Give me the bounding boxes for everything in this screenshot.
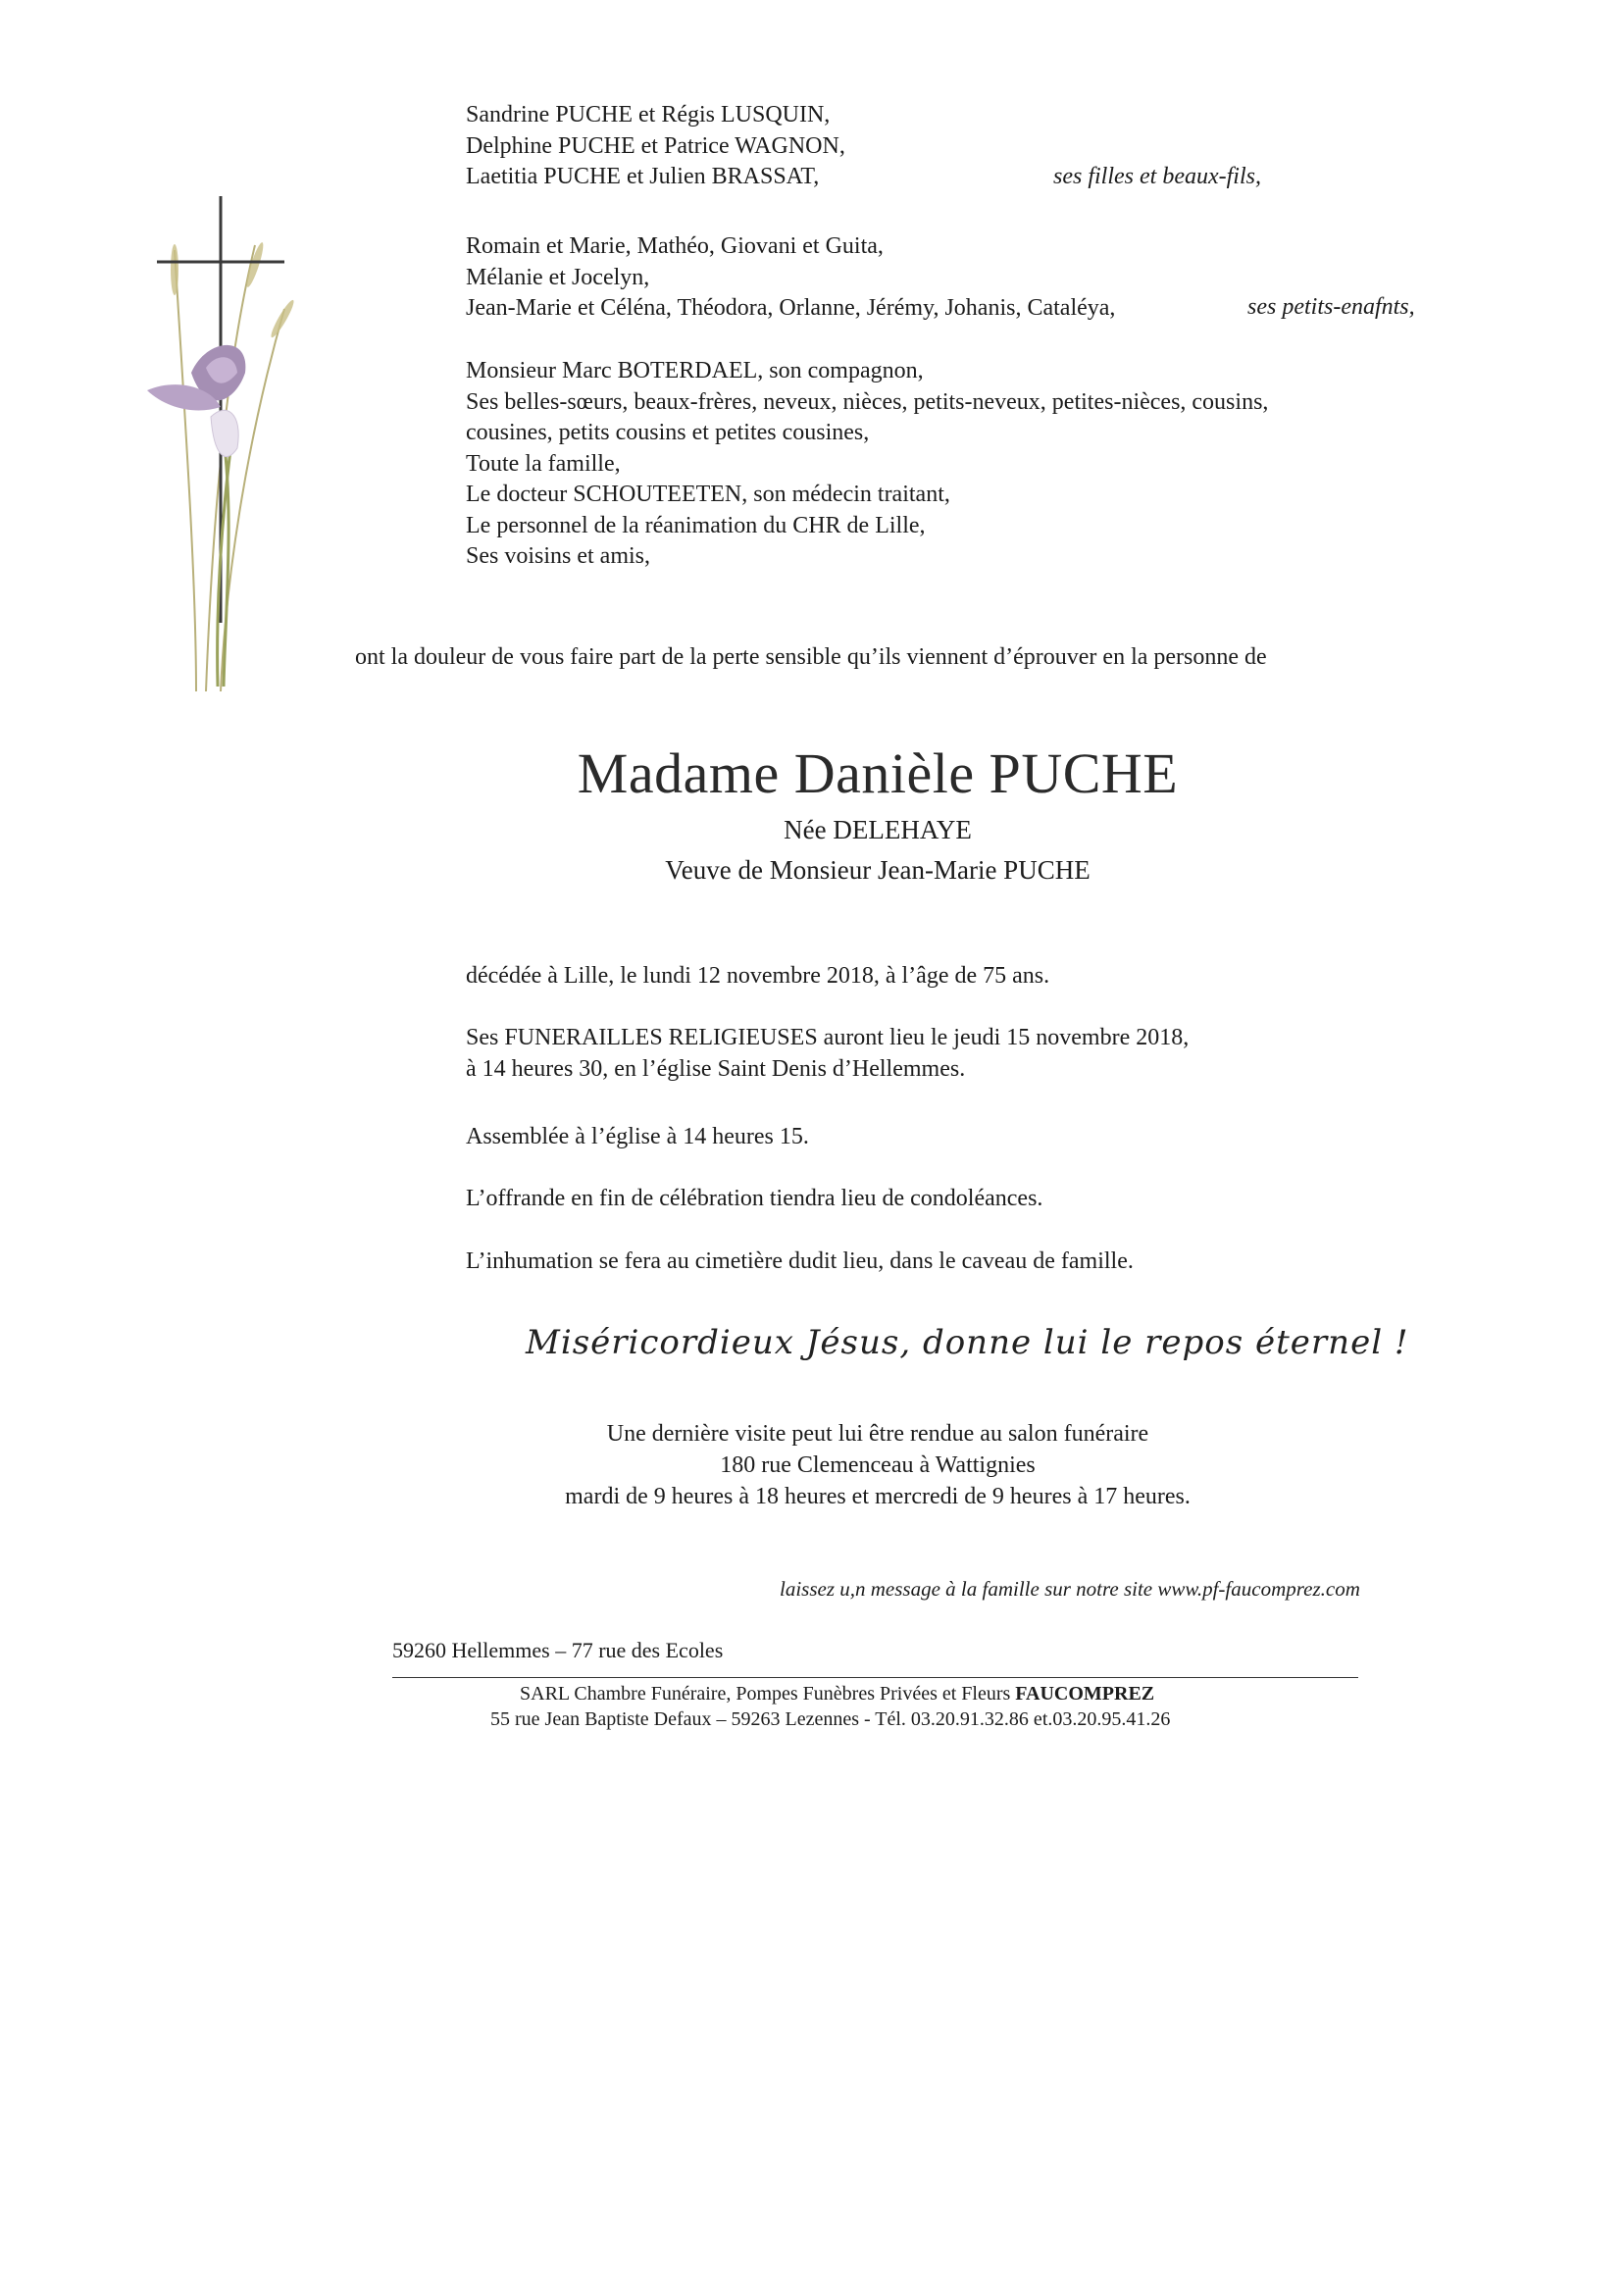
footer-divider	[392, 1677, 1358, 1678]
family-line: Laetitia PUCHE et Julien BRASSAT,	[466, 164, 820, 189]
visit-hours: mardi de 9 heures à 18 heures et mercredi de 9 heures à 17 heures.	[565, 1484, 1191, 1509]
family-line: Delphine PUCHE et Patrice WAGNON,	[466, 132, 845, 159]
cross-lily-decoration	[127, 191, 324, 691]
family-line: Monsieur Marc BOTERDAEL, son compagnon,	[466, 358, 924, 383]
grandchildren-block	[466, 231, 1115, 325]
offering-note: L’offrande en fin de célébration tiendra lieu de condoléances.	[466, 1186, 1043, 1211]
company-prefix: SARL Chambre Funéraire, Pompes Funèbres Privées et Fleurs	[520, 1683, 1011, 1705]
announcement-text: ont la douleur de vous faire part de la perte sensible qu’ils viennent d’éprouver en la personne de	[355, 644, 1267, 670]
prayer-text: Miséricordieux Jésus, donne lui le repos éternel !	[526, 1323, 1409, 1362]
family-line: Toute la famille,	[466, 450, 621, 477]
visit-address: 180 rue Clemenceau à Wattignies	[720, 1452, 1036, 1478]
company-address: 55 rue Jean Baptiste Defaux – 59263 Lezennes - Tél. 03.20.91.32.86 et.03.20.95.41.26	[490, 1708, 1171, 1730]
burial-note: L’inhumation se fera au cimetière dudit lieu, dans le caveau de famille.	[466, 1248, 1134, 1274]
daughters-block	[466, 100, 845, 193]
death-details: décédée à Lille, le lundi 12 novembre 2018, à l’âge de 75 ans.	[466, 963, 1050, 989]
grandchildren-role: ses petits-enafnts,	[1247, 294, 1415, 320]
company-line	[520, 1683, 1154, 1706]
family-line: Sandrine PUCHE et Régis LUSQUIN,	[466, 102, 831, 127]
family-line: Ses voisins et amis,	[466, 543, 651, 569]
funeral-location: à 14 heures 30, en l’église Saint Denis d’Hellemmes.	[466, 1056, 966, 1082]
others-block	[466, 356, 1268, 573]
family-line: cousines, petits cousins et petites cousines,	[466, 420, 870, 445]
maiden-name: Née DELEHAYE	[784, 815, 972, 844]
deceased-name: Madame Danièle PUCHE	[577, 741, 1179, 805]
hellemmes-address: 59260 Hellemmes – 77 rue des Ecoles	[392, 1638, 724, 1662]
family-line: Romain et Marie, Mathéo, Giovani et Guita,	[466, 233, 884, 259]
company-name: FAUCOMPREZ	[1015, 1683, 1155, 1705]
family-line: Ses belles-sœurs, beaux-frères, neveux, nièces, petits-neveux, petites-nièces, cousins,	[466, 388, 1269, 415]
family-line: Jean-Marie et Céléna, Théodora, Orlanne, Jérémy, Johanis, Cataléya,	[466, 295, 1116, 321]
funeral-details: Ses FUNERAILLES RELIGIEUSES auront lieu le jeudi 15 novembre 2018,	[466, 1025, 1190, 1050]
assembly-time: Assemblée à l’église à 14 heures 15.	[466, 1124, 809, 1149]
family-line: Mélanie et Jocelyn,	[466, 264, 650, 290]
calla-lily-icon	[147, 345, 245, 457]
family-line: Le personnel de la réanimation du CHR de Lille,	[466, 512, 926, 538]
widow-of: Veuve de Monsieur Jean-Marie PUCHE	[665, 855, 1091, 885]
visit-line: Une dernière visite peut lui être rendue au salon funéraire	[606, 1421, 1149, 1447]
daughters-role: ses filles et beaux-fils,	[1053, 164, 1261, 189]
wheat-ears	[171, 241, 296, 339]
message-link-text: laissez u,n message à la famille sur notre site www.pf-faucomprez.com	[780, 1577, 1360, 1601]
family-line: Le docteur SCHOUTEETEN, son médecin traitant,	[466, 482, 950, 507]
